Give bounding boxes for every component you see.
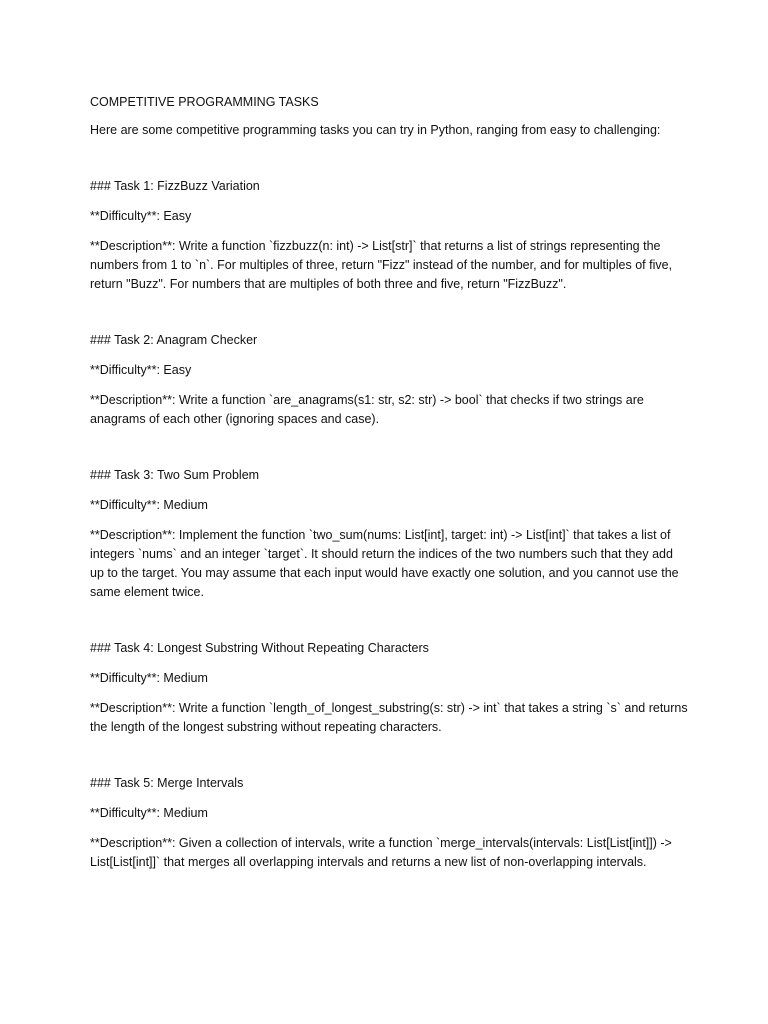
task-heading: ### Task 1: FizzBuzz Variation [90, 179, 260, 193]
task-difficulty: **Difficulty**: Medium [90, 671, 208, 685]
task-difficulty: **Difficulty**: Easy [90, 363, 192, 377]
task-difficulty: **Difficulty**: Medium [90, 498, 208, 512]
document-body [90, 93, 690, 909]
task-4 [90, 639, 690, 737]
task-1 [90, 177, 690, 294]
task-description: **Description**: Write a function `length_of_longest_substring(s: str) -> int` that takes a string `s` and returns the length of the longest substring without repeating characters. [90, 701, 688, 734]
intro-paragraph: Here are some competitive programming tasks you can try in Python, ranging from easy to challenging: [90, 123, 661, 137]
task-difficulty: **Difficulty**: Medium [90, 806, 208, 820]
task-2 [90, 331, 690, 429]
task-heading: ### Task 3: Two Sum Problem [90, 468, 260, 482]
task-3 [90, 466, 690, 602]
task-heading: ### Task 2: Anagram Checker [90, 333, 258, 347]
task-description: **Description**: Implement the function `two_sum(nums: List[int], target: int) -> List[int]` that takes a list of integers `nums` and an integer `target`. It should return the indices of the two numbers such that they add up to the target. You may assume that each input would have exactly one solution, and you cannot use the same element twice. [90, 528, 679, 599]
task-heading: ### Task 5: Merge Intervals [90, 776, 244, 790]
task-description: **Description**: Write a function `fizzbuzz(n: int) -> List[str]` that returns a list of strings representing the numbers from 1 to `n`. For multiples of three, return "Fizz" instead of the number, and for multiples of five, return "Buzz". For numbers that are multiples of both three and five, return "FizzBuzz". [90, 239, 673, 291]
task-5 [90, 774, 690, 872]
task-description: **Description**: Write a function `are_anagrams(s1: str, s2: str) -> bool` that checks if two strings are anagrams of each other (ignoring spaces and case). [90, 393, 644, 426]
task-difficulty: **Difficulty**: Easy [90, 209, 192, 223]
task-heading: ### Task 4: Longest Substring Without Repeating Characters [90, 641, 429, 655]
task-description: **Description**: Given a collection of intervals, write a function `merge_intervals(intervals: List[List[int]]) -> List[List[int]]` that merges all overlapping intervals and returns a new list of non-overlapping intervals. [90, 836, 672, 869]
document-title: COMPETITIVE PROGRAMMING TASKS [90, 95, 319, 109]
